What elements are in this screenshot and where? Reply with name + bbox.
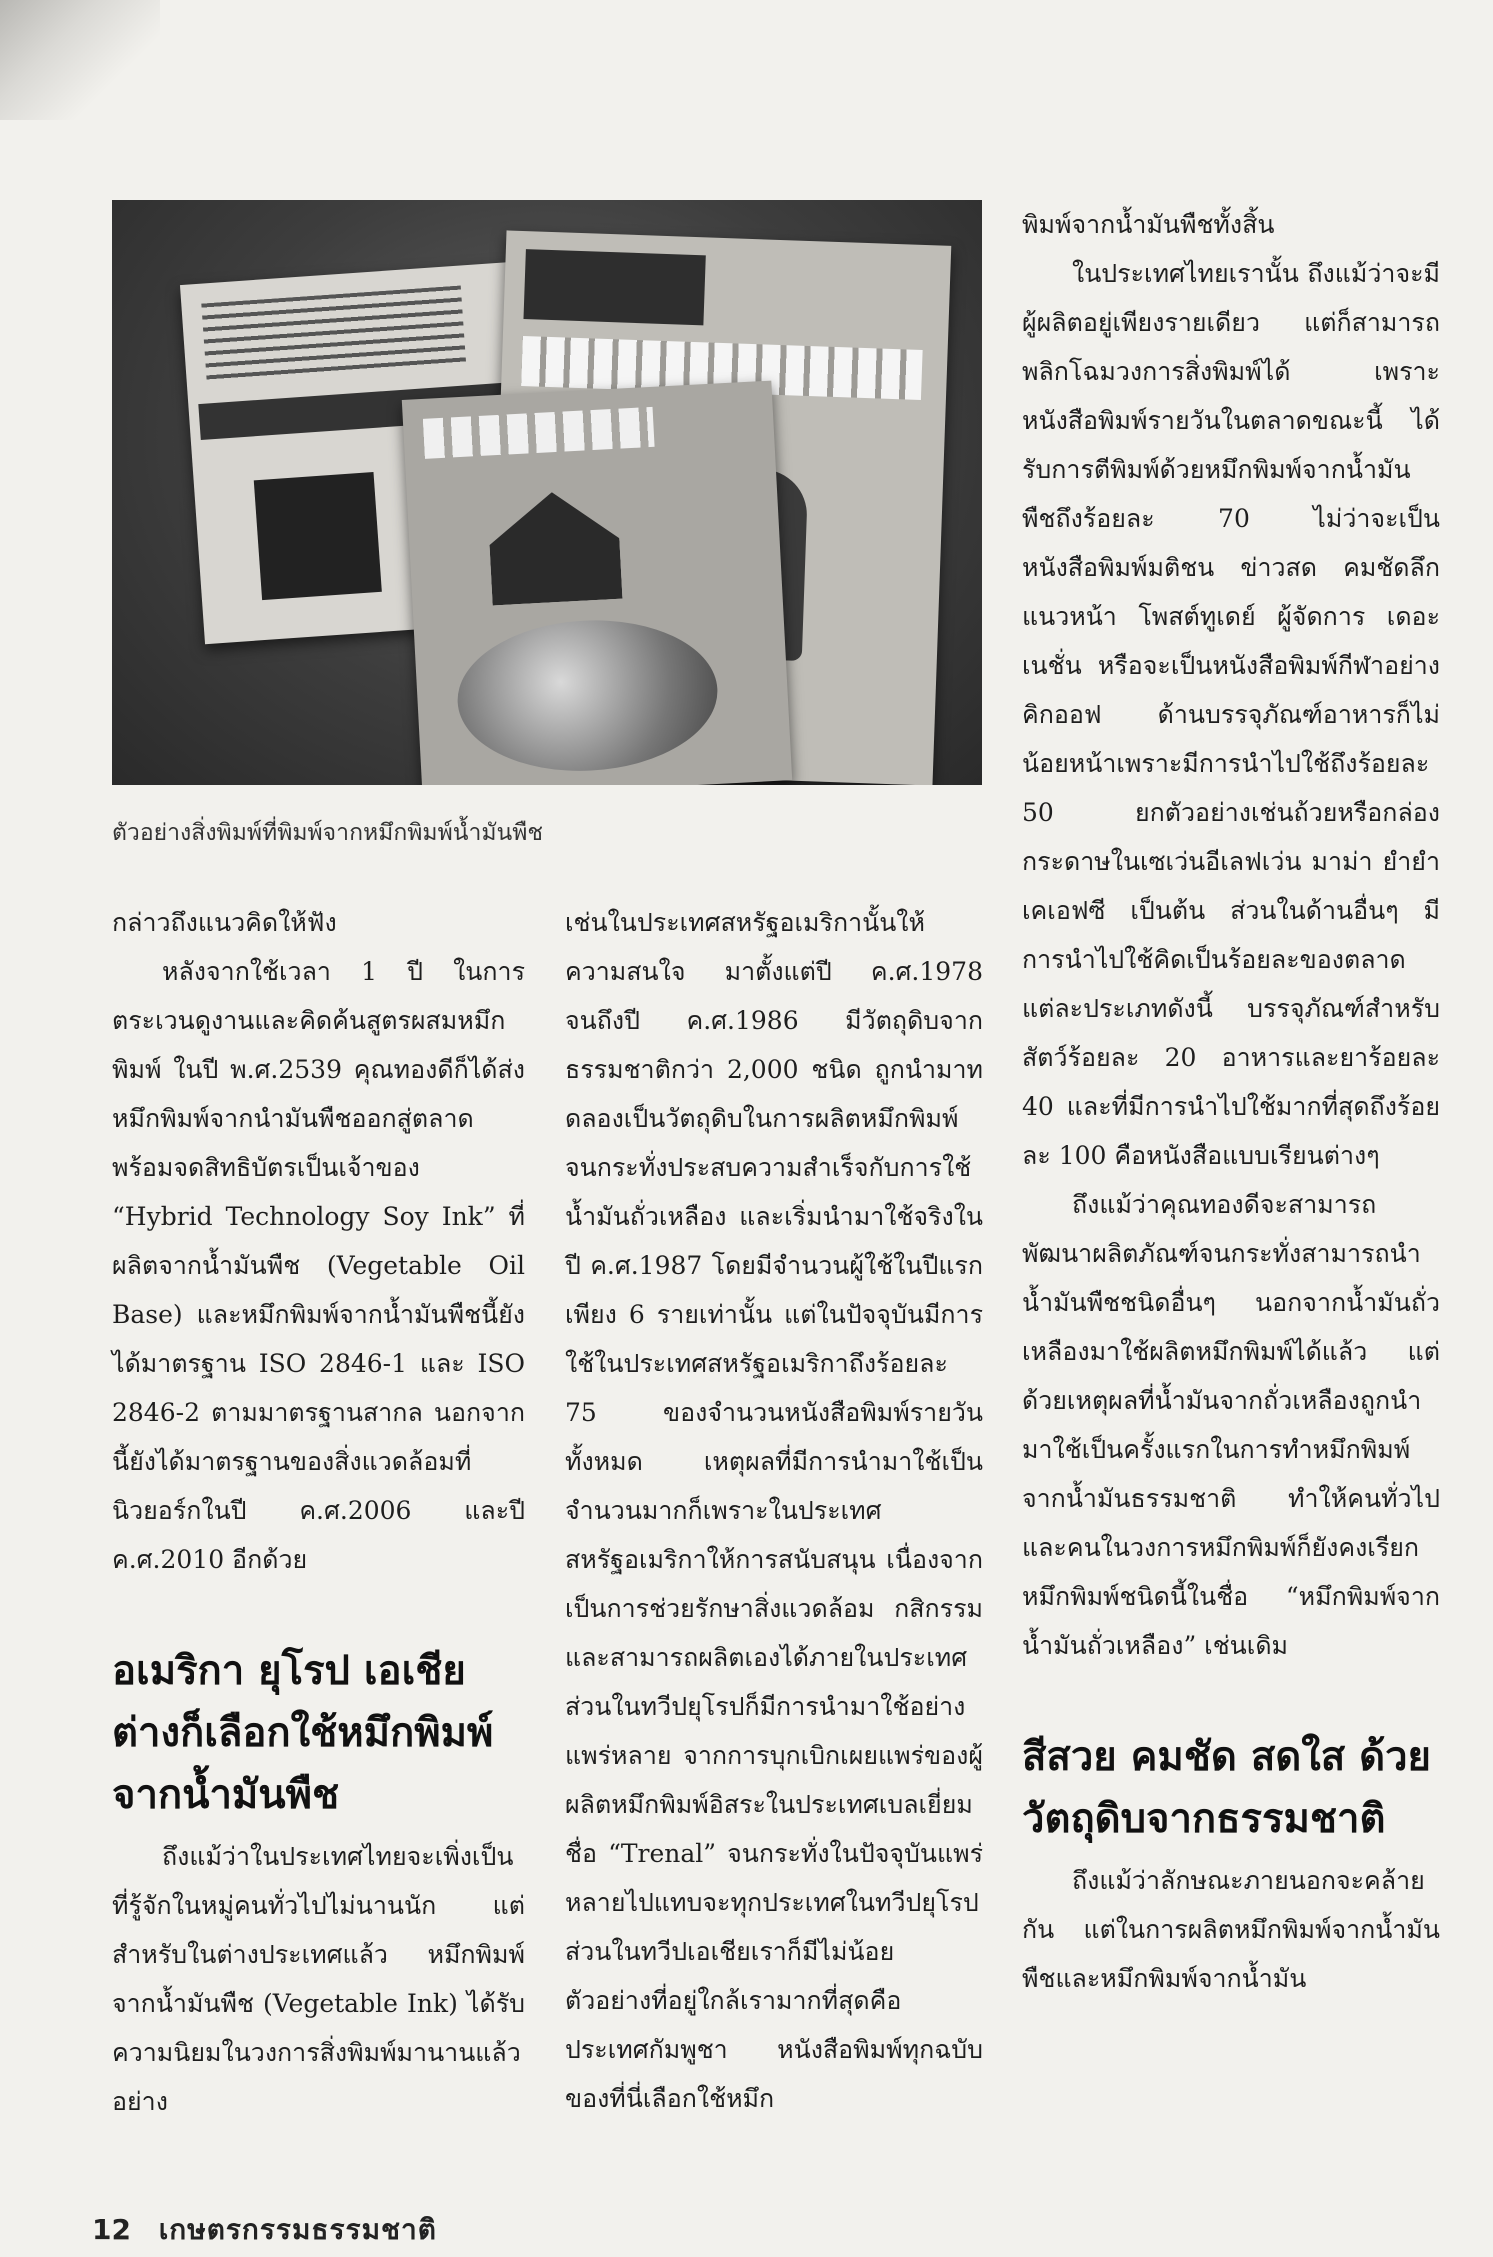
- magazine-cover-image-2: [402, 381, 792, 785]
- section-heading: สีสวย คมชัด สดใส ด้วยวัตถุดิบจากธรรมชาติ: [1022, 1734, 1431, 1842]
- paragraph: เช่นในประเทศสหรัฐอเมริกานั้นให้ความสนใจ มาตั้งแต่ปี ค.ศ.1978 จนถึงปี ค.ศ.1986 มีวัตถุดิบจากธรรมชาติกว่า 2,000 ชนิด ถูกนำมาทดลองเป็นวัตถุดิบในการผลิตหมึกพิมพ์ จนกระทั่งประสบความสำเร็จกับการใช้น้ำมันถั่วเหลือง และเริ่มนำมาใช้จริงในปี ค.ศ.1987 โดยมีจำนวนผู้ใช้ในปีแรกเพียง 6 รายเท่านั้น แต่ในปัจจุบันมีการใช้ในประเทศสหรัฐอเมริกาถึงร้อยละ 75 ของจำนวนหนังสือพิมพ์รายวันทั้งหมด เหตุผลที่มีการนำมาใช้เป็นจำนวนมากก็เพราะในประเทศสหรัฐอเมริกาให้การสนับสนุน เนื่องจากเป็นการช่วยรักษาสิ่งแวดล้อม กสิกรรม และสามารถผลิตเองได้ภายในประเทศ ส่วนในทวีปยุโรปก็มีการนำมาใช้อย่างแพร่หลาย จากการบุกเบิกเผยแพร่ของผู้ผลิตหมึกพิมพ์อิสระในประเทศเบลเยี่ยม ชื่อ “Trenal” จนกระทั่งในปัจจุบันแพร่หลายไปแทบจะทุกประเทศในทวีปยุโรป ส่วนในทวีปเอเชียเราก็มีไม่น้อย ตัวอย่างที่อยู่ใกล้เรามากที่สุดคือประเทศกัมพูชา หนังสือพิมพ์ทุกฉบับของที่นี่เลือกใช้หมึก: [565, 908, 983, 2113]
- page-footer: [92, 2208, 437, 2252]
- page-corner-shadow: [0, 0, 160, 120]
- publication-name: เกษตรกรรมธรรมชาติ: [158, 2213, 437, 2246]
- paragraph: กล่าวถึงแนวคิดให้ฟัง: [112, 908, 337, 937]
- article-column-3: [1022, 200, 1440, 2003]
- paragraph: พิมพ์จากน้ำมันพืชทั้งสิ้น: [1022, 210, 1275, 239]
- paragraph: ถึงแม้ว่าคุณทองดีจะสามารถพัฒนาผลิตภัณฑ์จนกระทั่งสามารถนำน้ำมันพืชชนิดอื่นๆ นอกจากน้ำมันถั่วเหลืองมาใช้ผลิตหมึกพิมพ์ได้แล้ว แต่ด้วยเหตุผลที่น้ำมันจากถั่วเหลืองถูกนำมาใช้เป็นครั้งแรกในการทำหมึกพิมพ์จากน้ำมันธรรมชาติ ทำให้คนทั่วไปและคนในวงการหมึกพิมพ์ก็ยังคงเรียกหมึกพิมพ์ชนิดนี้ในชื่อ “หมึกพิมพ์จากน้ำมันถั่วเหลือง” เช่นเดิม: [1022, 1190, 1440, 1660]
- paragraph: หลังจากใช้เวลา 1 ปี ในการตระเวนดูงานและคิดค้นสูตรผสมหมึกพิมพ์ ในปี พ.ศ.2539 คุณทองดีก็ได้ส่งหมึกพิมพ์จากนำมันพืชออกสู่ตลาด พร้อมจดสิทธิบัตรเป็นเจ้าของ “Hybrid Technology Soy Ink” ที่ผลิตจากน้ำมันพืช (Vegetable Oil Base) และหมึกพิมพ์จากน้ำมันพืชนี้ยังได้มาตรฐาน ISO 2846-1 และ ISO 2846-2 ตามมาตรฐานสากล นอกจากนี้ยังได้มาตรฐานของสิ่งแวดล้อมที่นิวยอร์กในปี ค.ศ.2006 และปี ค.ศ.2010 อีกด้วย: [112, 957, 525, 1574]
- paragraph: ถึงแม้ว่าลักษณะภายนอกจะคล้ายกัน แต่ในการผลิตหมึกพิมพ์จากน้ำมันพืชและหมึกพิมพ์จากน้ำมัน: [1022, 1866, 1440, 1993]
- section-heading: อเมริกา ยุโรป เอเชีย ต่างก็เลือกใช้หมึกพิมพ์จากน้ำมันพืช: [112, 1648, 494, 1818]
- paragraph: ในประเทศไทยเรานั้น ถึงแม้ว่าจะมีผู้ผลิตอยู่เพียงรายเดียว แต่ก็สามารถพลิกโฉมวงการสิ่งพิมพ์ได้ เพราะหนังสือพิมพ์รายวันในตลาดขณะนี้ ได้รับการตีพิมพ์ด้วยหมึกพิมพ์จากน้ำมันพืชถึงร้อยละ 70 ไม่ว่าจะเป็นหนังสือพิมพ์มติชน ข่าวสด คมชัดลึก แนวหน้า โพสต์ทูเดย์ ผู้จัดการ เดอะเนชั่น หรือจะเป็นหนังสือพิมพ์กีฬาอย่างคิกออฟ ด้านบรรจุภัณฑ์อาหารก็ไม่น้อยหน้าเพราะมีการนำไปใช้ถึงร้อยละ 50 ยกตัวอย่างเช่นถ้วยหรือกล่องกระดาษในเซเว่นอีเลฟเว่น มาม่า ยำยำ เคเอฟซี เป็นต้น ส่วนในด้านอื่นๆ มีการนำไปใช้คิดเป็นร้อยละของตลาดแต่ละประเภทดังนี้ บรรจุภัณฑ์สำหรับสัตว์ร้อยละ 20 อาหารและยาร้อยละ 40 และที่มีการนำไปใช้มากที่สุดถึงร้อยละ 100 คือหนังสือแบบเรียนต่างๆ: [1022, 259, 1440, 1170]
- article-column-1: [112, 898, 525, 2126]
- article-column-2: [565, 898, 983, 2123]
- page-number: 12: [92, 2213, 131, 2246]
- magazines-photo: [112, 200, 982, 785]
- photo-caption: ตัวอย่างสิ่งพิมพ์ที่พิมพ์จากหมึกพิมพ์น้ำมันพืช: [112, 820, 544, 846]
- paragraph: ถึงแม้ว่าในประเทศไทยจะเพิ่งเป็นที่รู้จักในหมู่คนทั่วไปไม่นานนัก แต่สำหรับในต่างประเทศแล้ว หมึกพิมพ์จากน้ำมันพืช (Vegetable Ink) ได้รับความนิยมในวงการสิ่งพิมพ์มานานแล้ว อย่าง: [112, 1842, 525, 2116]
